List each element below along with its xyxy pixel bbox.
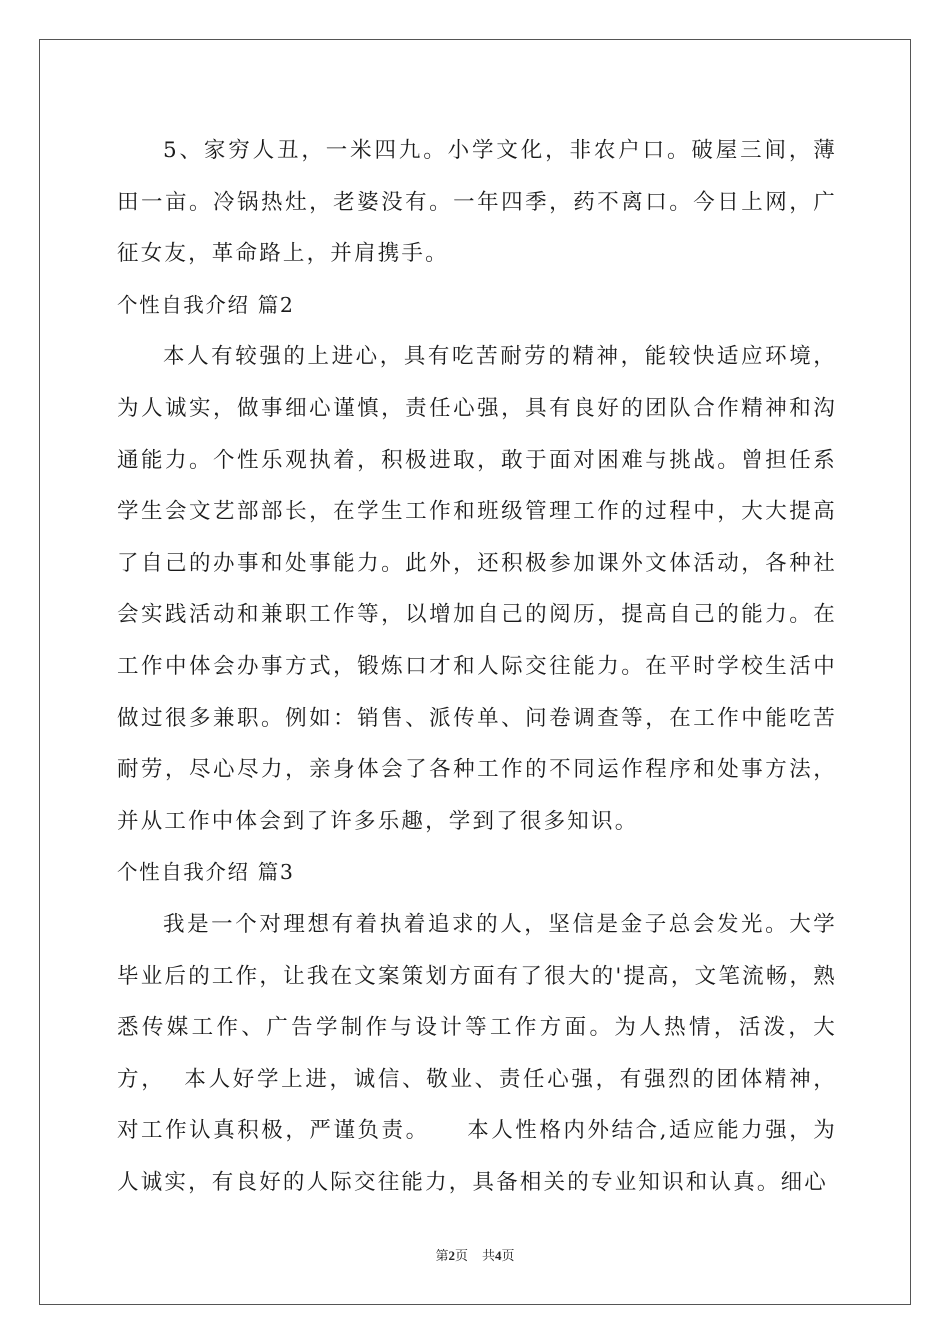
section-heading-2: 个性自我介绍 篇2 <box>117 292 295 317</box>
page-footer <box>0 1245 950 1264</box>
total-suffix: 页 <box>501 1248 515 1263</box>
body-paragraph-1: 5、家穷人丑，一米四九。小学文化，非农户口。破屋三间，薄田一亩。冷锅热灶，老婆没有。一年四季，药不离口。今日上网，广征女友，革命路上，并肩携手。 <box>117 138 837 267</box>
section-heading-3: 个性自我介绍 篇3 <box>117 860 295 885</box>
page-prefix: 第 <box>435 1248 449 1263</box>
page-current: 2 <box>448 1248 455 1263</box>
document-body <box>117 125 837 1208</box>
page-total: 4 <box>495 1248 502 1263</box>
body-paragraph-2: 本人有较强的上进心，具有吃苦耐劳的精神，能较快适应环境，为人诚实，做事细心谨慎，责任心强，具有良好的团队合作精神和沟通能力。个性乐观执着，积极进取，敢于面对困难与挑战。曾担任系学生会文艺部部长，在学生工作和班级管理工作的过程中，大大提高了自己的办事和处事能力。此外，还积极参加课外文体活动，各种社会实践活动和兼职工作等，以增加自己的阅历，提高自己的能力。在工作中体会办事方式，锻炼口才和人际交往能力。在平时学校生活中做过很多兼职。例如：销售、派传单、问卷调查等，在工作中能吃苦耐劳，尽心尽力，亲身体会了各种工作的不同运作程序和处事方法，并从工作中体会到了许多乐趣，学到了很多知识。 <box>117 344 837 834</box>
body-paragraph-3: 我是一个对理想有着执着追求的人，坚信是金子总会发光。大学毕业后的工作，让我在文案策划方面有了很大的'提高，文笔流畅，熟悉传媒工作、广告学制作与设计等工作方面。为人热情，活泼，大方， 本人好学上进，诚信、敬业、责任心强，有强烈的团体精神，对工作认真积极，严谨负责。 本人性格内外结合,适应能力强，为人诚实，有良好的人际交往能力，具备相关的专业知识和认真。细心 <box>117 911 837 1195</box>
page-suffix: 页 <box>454 1248 468 1263</box>
total-prefix: 共 <box>482 1248 496 1263</box>
